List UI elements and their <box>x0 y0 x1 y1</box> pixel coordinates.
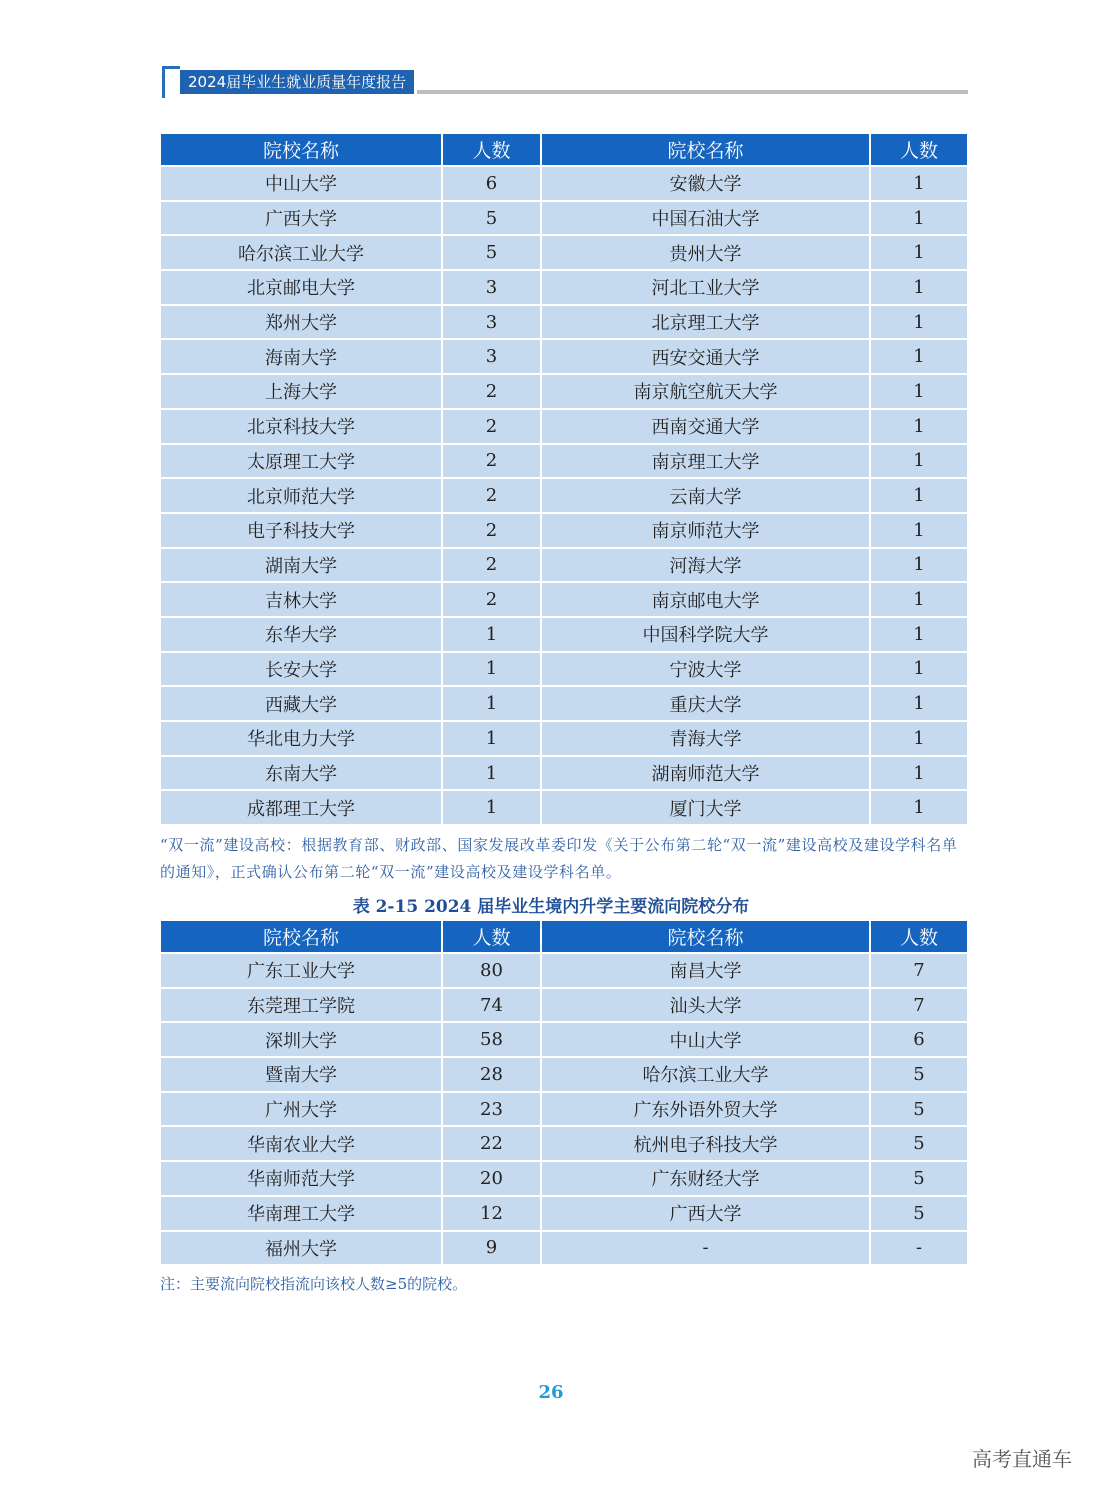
count-cell: 80 <box>443 954 540 987</box>
count-cell: 1 <box>871 340 967 373</box>
university-name-cell: 华南师范大学 <box>161 1162 441 1195</box>
university-name-cell: 广西大学 <box>542 1197 869 1230</box>
university-name-cell: 暨南大学 <box>161 1058 441 1091</box>
count-cell: 2 <box>443 549 540 582</box>
count-cell: 12 <box>443 1197 540 1230</box>
table-row <box>161 1197 967 1230</box>
university-name-cell: 深圳大学 <box>161 1023 441 1056</box>
count-cell: 1 <box>871 445 967 478</box>
double-first-class-note: “双一流”建设高校：根据教育部、财政部、国家发展改革委印发《关于公布第二轮“双一流”建设高校及建设学科名单的通知》，正式确认公布第二轮“双一流”建设高校及建设学科名单。 <box>160 836 958 881</box>
university-name-cell: 华南理工大学 <box>161 1197 441 1230</box>
table-row <box>161 989 967 1022</box>
count-cell: 2 <box>443 445 540 478</box>
table-row <box>161 202 967 235</box>
count-cell: 1 <box>871 653 967 686</box>
university-name-cell: 重庆大学 <box>542 687 869 720</box>
table-row <box>161 167 967 200</box>
table-row <box>161 479 967 512</box>
table-row <box>161 1058 967 1091</box>
count-cell: 1 <box>443 618 540 651</box>
table-row <box>161 1127 967 1160</box>
count-cell: 1 <box>871 757 967 790</box>
university-name-cell: 福州大学 <box>161 1232 441 1265</box>
university-name-cell: 电子科技大学 <box>161 514 441 547</box>
table-row <box>161 722 967 755</box>
table-row <box>161 757 967 790</box>
university-name-cell: 广东外语外贸大学 <box>542 1093 869 1126</box>
count-cell: 1 <box>871 479 967 512</box>
university-name-cell: 宁波大学 <box>542 653 869 686</box>
table-row <box>161 445 967 478</box>
column-header: 人数 <box>871 921 967 952</box>
table-row <box>161 954 967 987</box>
university-name-cell: 西安交通大学 <box>542 340 869 373</box>
count-cell: 2 <box>443 583 540 616</box>
count-cell: 1 <box>871 236 967 269</box>
table-row <box>161 583 967 616</box>
count-cell: 1 <box>443 757 540 790</box>
university-name-cell: 华北电力大学 <box>161 722 441 755</box>
university-name-cell: 南京师范大学 <box>542 514 869 547</box>
count-cell: 3 <box>443 306 540 339</box>
page-number: 26 <box>538 1382 564 1403</box>
table-row <box>161 271 967 304</box>
count-cell: 1 <box>871 375 967 408</box>
count-cell: 1 <box>443 722 540 755</box>
column-header: 人数 <box>443 921 540 952</box>
count-cell: 5 <box>871 1197 967 1230</box>
count-cell: 3 <box>443 340 540 373</box>
university-name-cell: 长安大学 <box>161 653 441 686</box>
university-name-cell: 东南大学 <box>161 757 441 790</box>
table-row <box>161 340 967 373</box>
university-name-cell: 中国科学院大学 <box>542 618 869 651</box>
count-cell: 1 <box>871 410 967 443</box>
count-cell: 5 <box>871 1093 967 1126</box>
count-cell: 1 <box>871 722 967 755</box>
table-row <box>161 514 967 547</box>
university-name-cell: 湖南师范大学 <box>542 757 869 790</box>
count-cell: 1 <box>871 202 967 235</box>
university-name-cell: 广东工业大学 <box>161 954 441 987</box>
university-name-cell: 中山大学 <box>542 1023 869 1056</box>
table-body <box>161 167 967 824</box>
table-caption: 表 2-15 2024 届毕业生境内升学主要流向院校分布 <box>352 897 750 917</box>
table-row <box>161 1023 967 1056</box>
column-header: 院校名称 <box>161 921 441 952</box>
university-name-cell: 杭州电子科技大学 <box>542 1127 869 1160</box>
column-header: 院校名称 <box>161 134 441 165</box>
university-name-cell: 南昌大学 <box>542 954 869 987</box>
report-title: 2024届毕业生就业质量年度报告 <box>180 70 414 94</box>
table-row <box>161 375 967 408</box>
count-cell: 1 <box>443 653 540 686</box>
count-cell: 23 <box>443 1093 540 1126</box>
count-cell: 7 <box>871 954 967 987</box>
column-header: 人数 <box>443 134 540 165</box>
count-cell: 5 <box>443 236 540 269</box>
count-cell: 1 <box>443 687 540 720</box>
count-cell: 1 <box>871 306 967 339</box>
university-table-1 <box>159 132 969 826</box>
count-cell: 5 <box>871 1162 967 1195</box>
university-name-cell: 广州大学 <box>161 1093 441 1126</box>
university-name-cell: 河北工业大学 <box>542 271 869 304</box>
university-name-cell: - <box>542 1232 869 1265</box>
university-name-cell: 上海大学 <box>161 375 441 408</box>
university-name-cell: 东华大学 <box>161 618 441 651</box>
university-name-cell: 南京邮电大学 <box>542 583 869 616</box>
university-name-cell: 湖南大学 <box>161 549 441 582</box>
university-name-cell: 北京师范大学 <box>161 479 441 512</box>
table-row <box>161 1093 967 1126</box>
university-name-cell: 青海大学 <box>542 722 869 755</box>
university-name-cell: 北京科技大学 <box>161 410 441 443</box>
count-cell: 2 <box>443 375 540 408</box>
table-row <box>161 618 967 651</box>
table-row <box>161 687 967 720</box>
count-cell: 22 <box>443 1127 540 1160</box>
table-row <box>161 1232 967 1265</box>
count-cell: 1 <box>871 583 967 616</box>
count-cell: - <box>871 1232 967 1265</box>
university-name-cell: 海南大学 <box>161 340 441 373</box>
count-cell: 1 <box>871 549 967 582</box>
table-header-row <box>161 134 967 165</box>
university-name-cell: 厦门大学 <box>542 791 869 824</box>
table-row <box>161 549 967 582</box>
table-body <box>161 954 967 1264</box>
count-cell: 28 <box>443 1058 540 1091</box>
report-header <box>162 66 968 98</box>
university-name-cell: 哈尔滨工业大学 <box>542 1058 869 1091</box>
count-cell: 5 <box>443 202 540 235</box>
count-cell: 7 <box>871 989 967 1022</box>
count-cell: 6 <box>871 1023 967 1056</box>
watermark: 高考直通车 <box>972 1447 1072 1471</box>
count-cell: 1 <box>443 791 540 824</box>
university-name-cell: 哈尔滨工业大学 <box>161 236 441 269</box>
count-cell: 74 <box>443 989 540 1022</box>
university-name-cell: 中山大学 <box>161 167 441 200</box>
university-name-cell: 太原理工大学 <box>161 445 441 478</box>
university-name-cell: 吉林大学 <box>161 583 441 616</box>
table-row <box>161 236 967 269</box>
table-row <box>161 1162 967 1195</box>
count-cell: 1 <box>871 514 967 547</box>
table-row <box>161 791 967 824</box>
count-cell: 3 <box>443 271 540 304</box>
university-table-2 <box>159 919 969 1266</box>
count-cell: 2 <box>443 479 540 512</box>
footnote: 注：主要流向院校指流向该校人数≥5的院校。 <box>160 1275 468 1293</box>
university-name-cell: 中国石油大学 <box>542 202 869 235</box>
university-name-cell: 汕头大学 <box>542 989 869 1022</box>
count-cell: 2 <box>443 410 540 443</box>
column-header: 院校名称 <box>542 921 869 952</box>
count-cell: 1 <box>871 791 967 824</box>
university-name-cell: 成都理工大学 <box>161 791 441 824</box>
university-name-cell: 南京航空航天大学 <box>542 375 869 408</box>
count-cell: 1 <box>871 618 967 651</box>
header-rule <box>417 90 968 94</box>
count-cell: 2 <box>443 514 540 547</box>
table-header-row <box>161 921 967 952</box>
university-name-cell: 西藏大学 <box>161 687 441 720</box>
university-name-cell: 广东财经大学 <box>542 1162 869 1195</box>
university-name-cell: 安徽大学 <box>542 167 869 200</box>
university-name-cell: 东莞理工学院 <box>161 989 441 1022</box>
university-name-cell: 广西大学 <box>161 202 441 235</box>
university-name-cell: 北京邮电大学 <box>161 271 441 304</box>
count-cell: 9 <box>443 1232 540 1265</box>
column-header: 人数 <box>871 134 967 165</box>
count-cell: 58 <box>443 1023 540 1056</box>
university-name-cell: 郑州大学 <box>161 306 441 339</box>
column-header: 院校名称 <box>542 134 869 165</box>
count-cell: 20 <box>443 1162 540 1195</box>
count-cell: 6 <box>443 167 540 200</box>
university-name-cell: 云南大学 <box>542 479 869 512</box>
table-row <box>161 410 967 443</box>
university-name-cell: 华南农业大学 <box>161 1127 441 1160</box>
header-corner-decoration <box>162 66 180 98</box>
count-cell: 5 <box>871 1058 967 1091</box>
university-name-cell: 西南交通大学 <box>542 410 869 443</box>
university-name-cell: 贵州大学 <box>542 236 869 269</box>
university-name-cell: 河海大学 <box>542 549 869 582</box>
table-row <box>161 306 967 339</box>
table-row <box>161 653 967 686</box>
count-cell: 1 <box>871 167 967 200</box>
count-cell: 5 <box>871 1127 967 1160</box>
university-name-cell: 南京理工大学 <box>542 445 869 478</box>
count-cell: 1 <box>871 687 967 720</box>
count-cell: 1 <box>871 271 967 304</box>
university-name-cell: 北京理工大学 <box>542 306 869 339</box>
